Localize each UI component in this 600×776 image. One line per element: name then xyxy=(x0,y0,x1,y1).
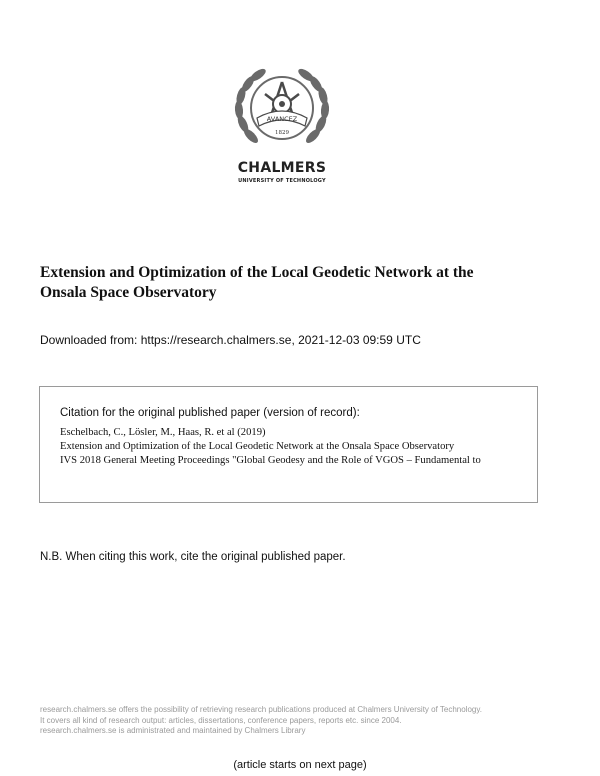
citation-title: Extension and Optimization of the Local Geodetic Network at the Onsala Space Observatory xyxy=(60,441,455,452)
citation-box xyxy=(39,386,538,503)
citation-heading: Citation for the original published paper (version of record): xyxy=(60,407,360,419)
footer-line-2: It covers all kind of research output: articles, dissertations, conference papers, reports etc. since 2004. xyxy=(40,715,402,725)
seal-year: 1829 xyxy=(275,130,289,136)
paper-title xyxy=(40,263,560,303)
brand-subtitle: UNIVERSITY OF TECHNOLOGY xyxy=(238,178,326,184)
download-info: Downloaded from: https://research.chalmers.se, 2021-12-03 09:59 UTC xyxy=(40,333,421,347)
repository-footer xyxy=(40,705,560,737)
chalmers-seal-graphic xyxy=(229,64,335,159)
citation-authors: Eschelbach, C., Lösler, M., Haas, R. et al (2019) xyxy=(60,427,266,438)
brand-name: CHALMERS xyxy=(237,160,327,176)
next-page-note: (article starts on next page) xyxy=(233,759,367,771)
citation-note: N.B. When citing this work, cite the original published paper. xyxy=(40,551,346,563)
footer-line-1: research.chalmers.se offers the possibility of retrieving research publications produced at Chalmers University of Technology. xyxy=(40,705,482,714)
seal-motto: AVANCEZ xyxy=(266,115,298,123)
citation-venue: IVS 2018 General Meeting Proceedings "Global Geodesy and the Role of VGOS – Fundamental to xyxy=(60,455,481,466)
paper-title-line1: Extension and Optimization of the Local Geodetic Network at the xyxy=(40,264,474,281)
paper-title-line2: Onsala Space Observatory xyxy=(40,284,217,301)
footer-line-3: research.chalmers.se is administrated and maintained by Chalmers Library xyxy=(40,726,306,735)
